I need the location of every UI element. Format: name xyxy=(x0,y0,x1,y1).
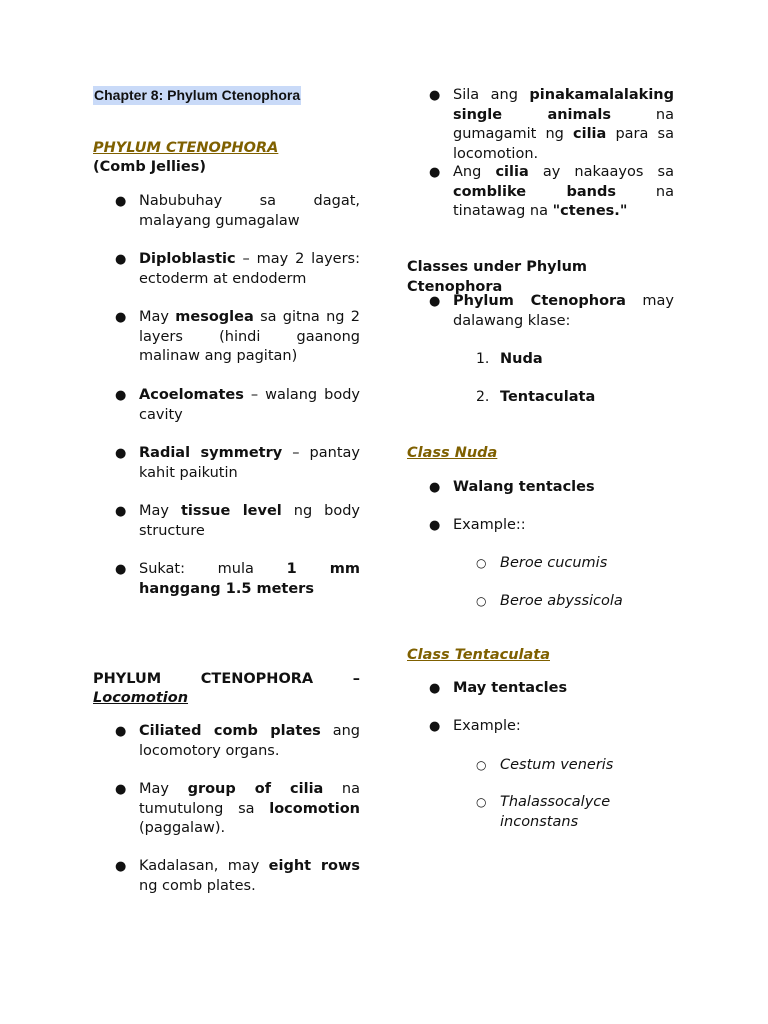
sub-list-item-text: Beroe abyssicola xyxy=(500,593,623,609)
bullet-icon: ● xyxy=(429,480,441,495)
bullet-icon: ● xyxy=(429,88,441,103)
bullet-icon: ● xyxy=(115,252,127,267)
list-item-text: May mesoglea sa gitna ng 2 layers (hindi gaanong malinaw ang pagitan) xyxy=(139,309,360,364)
list-item-text: Acoelomates – walang body cavity xyxy=(139,387,360,423)
list-item-text: Radial symmetry – pantay kahit paikutin xyxy=(139,445,360,481)
list-item xyxy=(407,516,674,536)
list-item-text: May group of cilia na tumutulong sa locomotion (paggalaw). xyxy=(139,781,360,836)
section-subtitle-locomotion: Locomotion xyxy=(93,690,189,706)
list-item-text: Walang tentacles xyxy=(453,479,595,495)
bullet-icon: ● xyxy=(115,782,127,797)
list-item xyxy=(407,679,674,699)
list-item-text: Kadalasan, may eight rows ng comb plates. xyxy=(139,858,360,894)
chapter-title: Chapter 8: Phylum Ctenophora xyxy=(94,87,301,103)
list-item-text: Sila ang pinakamalalaking single animals na gumagamit ng cilia para sa locomotion. xyxy=(453,87,675,162)
bullet-icon: ● xyxy=(115,194,127,209)
list-item-text: Example:: xyxy=(453,517,526,533)
list-item xyxy=(407,717,674,737)
list-item xyxy=(93,444,360,483)
list-item xyxy=(93,780,360,839)
bullet-icon: ● xyxy=(115,446,127,461)
sub-list-item xyxy=(407,756,674,776)
numbered-item-text: Tentaculata xyxy=(500,389,596,405)
list-item-text: Sukat: mula 1 mm hanggang 1.5 meters xyxy=(139,561,360,597)
list-item xyxy=(93,502,360,541)
list-item xyxy=(93,250,360,289)
classes-heading: Classes under Phylum Ctenophora xyxy=(407,259,588,295)
section-title: PHYLUM CTENOPHORA xyxy=(93,140,279,156)
numbered-item xyxy=(407,350,674,370)
list-item-text: Phylum Ctenophora may dalawang klase: xyxy=(453,293,674,329)
section-title-locomotion: PHYLUM CTENOPHORA – xyxy=(93,671,360,687)
bullet-icon: ● xyxy=(115,724,127,739)
list-item-text: Diploblastic – may 2 layers: ectoderm at endoderm xyxy=(139,251,360,287)
sub-list-item xyxy=(407,592,674,612)
list-item xyxy=(93,560,360,599)
class-tentaculata-title: Class Tentaculata xyxy=(407,647,550,663)
sub-list-item xyxy=(407,554,674,574)
chapter-title-row xyxy=(93,86,360,105)
sub-list-item-text: Thalassocalyce inconstans xyxy=(500,794,611,830)
list-item xyxy=(407,86,674,164)
bullet-icon: ● xyxy=(429,681,441,696)
number-marker: 1. xyxy=(476,351,490,367)
list-item xyxy=(407,292,674,331)
circle-bullet-icon: ○ xyxy=(476,556,487,570)
bullet-icon: ● xyxy=(429,518,441,533)
sub-list-item-text: Cestum veneris xyxy=(500,757,614,773)
circle-bullet-icon: ○ xyxy=(476,594,487,608)
bullet-icon: ● xyxy=(429,165,441,180)
list-item xyxy=(407,163,674,222)
list-item-text: May tissue level ng body structure xyxy=(139,503,360,539)
sub-list-item xyxy=(407,793,674,832)
list-item xyxy=(93,192,360,231)
list-item-text: Ciliated comb plates ang locomotory organs. xyxy=(139,723,361,759)
list-item-text: Ang cilia ay nakaayos sa comblike bands na tinatawag na "ctenes." xyxy=(453,164,674,219)
bullet-icon: ● xyxy=(115,504,127,519)
bullet-icon: ● xyxy=(115,388,127,403)
list-item-text: May tentacles xyxy=(453,680,568,696)
numbered-item xyxy=(407,388,674,408)
list-item xyxy=(93,386,360,425)
list-item xyxy=(93,722,360,761)
section-title-ctenophora xyxy=(93,139,360,159)
list-item xyxy=(407,478,674,498)
bullet-icon: ● xyxy=(115,859,127,874)
bullet-icon: ● xyxy=(429,294,441,309)
class-nuda-title: Class Nuda xyxy=(407,445,498,461)
list-item-text: Example: xyxy=(453,718,521,734)
list-item xyxy=(93,308,360,367)
bullet-icon: ● xyxy=(115,310,127,325)
list-item-text: Nabubuhay sa dagat, malayang gumagalaw xyxy=(139,193,360,229)
bullet-icon: ● xyxy=(115,562,127,577)
circle-bullet-icon: ○ xyxy=(476,758,487,772)
circle-bullet-icon: ○ xyxy=(476,795,487,809)
number-marker: 2. xyxy=(476,389,490,405)
bullet-icon: ● xyxy=(429,719,441,734)
section-subtitle: (Comb Jellies) xyxy=(93,159,206,175)
numbered-item-text: Nuda xyxy=(500,351,543,367)
list-item xyxy=(93,857,360,896)
sub-list-item-text: Beroe cucumis xyxy=(500,555,608,571)
